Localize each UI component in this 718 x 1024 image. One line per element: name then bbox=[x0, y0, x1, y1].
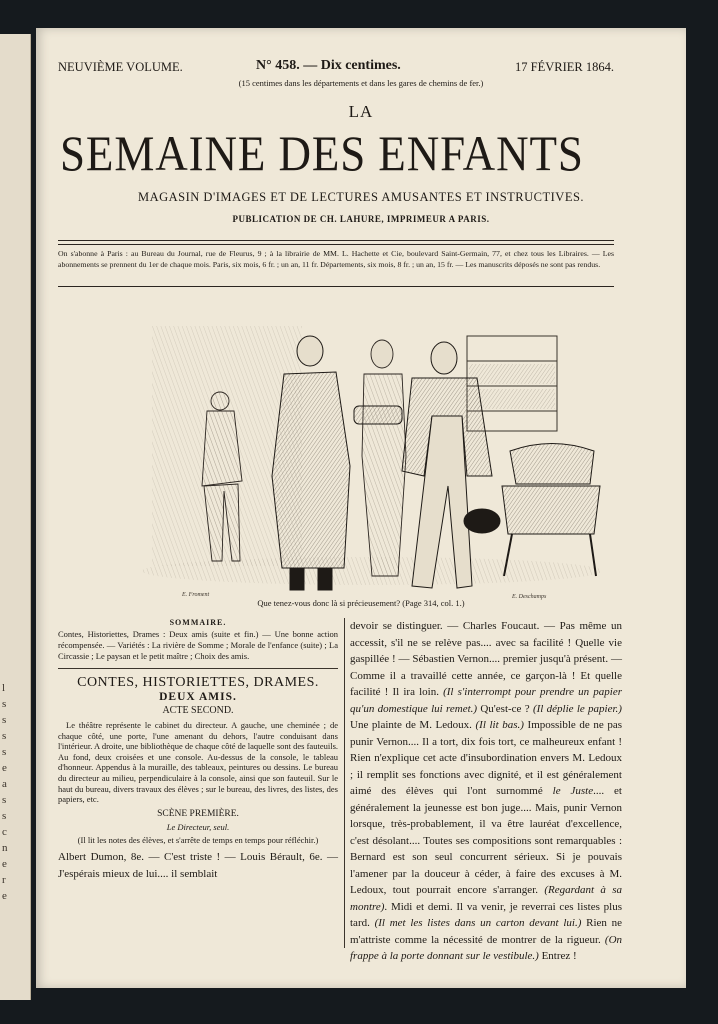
margin-letter: e bbox=[2, 858, 7, 870]
engraver-signature-right: E. Deschamps bbox=[512, 594, 547, 600]
margin-letter: e bbox=[2, 890, 7, 902]
story-segment: Rien ne m'attriste comme la nécessité de montrer de la rigueur. bbox=[350, 917, 622, 946]
story-segment: Une plainte de M. Ledoux. bbox=[350, 719, 472, 731]
left-column bbox=[58, 618, 338, 882]
engraver-signature-left: E. Froment bbox=[182, 592, 210, 598]
masthead-title: SEMAINE DES ENFANTS bbox=[60, 125, 584, 181]
stage-description: Le théâtre représente le cabinet du directeur. A gauche, une cheminée ; de chaque côté, une porte, l'une amenant du dehors, l'autre conduisant dans l'intérieur. A droite, une bibliothèque de chaque côté de laquelle sont des fauteuils. Au fond, deux croisées et une console. Au-dessus de la console, le tableau d'honneur. Appendus à la muraille, des tableaux, peintures ou dessins. Le bureau du directeur au milieu, perpendiculaire à la console, ainsi que son fauteuil. Sur le haut du bureau, divers travaux des élèves ; sur le bureau, des livres, des listes, des papiers, etc. bbox=[58, 720, 338, 805]
stage-direction-inline: (Regardant à sa montre) bbox=[350, 884, 622, 913]
story-segment: Impossible de ne pas punir Vernon.... Il a tort, dix fois tort, ce malheureux enfant ! Rien n'explique cet acte d'insubordination envers M. Ledoux ; il remplit ses fonctions avec dignité, et il est généralement aimé des élèves qui l'ont surnommé bbox=[350, 719, 623, 797]
publisher-line: PUBLICATION DE CH. LAHURE, IMPRIMEUR A PARIS. bbox=[232, 214, 490, 224]
divider bbox=[58, 286, 614, 287]
previous-page-edge bbox=[0, 34, 31, 1000]
margin-letter: l bbox=[2, 682, 6, 694]
stage-direction-inline: (Il déplie le papier.) bbox=[532, 702, 622, 715]
sommaire-heading: SOMMAIRE. bbox=[169, 618, 227, 627]
character-line: Le Directeur, seul. bbox=[166, 821, 230, 832]
story-text: Albert Dumon, 8e. — C'est triste ! — Louis Bérault, 6e. — J'espérais mieux de lui.... il semblait bbox=[58, 851, 338, 880]
margin-letter: s bbox=[2, 794, 7, 806]
volume-label: NEUVIÈME VOLUME. bbox=[58, 60, 183, 74]
margin-letter: e bbox=[2, 762, 7, 774]
section-title: CONTES, HISTORIETTES, DRAMES. bbox=[77, 675, 319, 690]
story-title: DEUX AMIS. bbox=[159, 691, 237, 703]
divider bbox=[58, 244, 614, 245]
margin-letter: a bbox=[2, 778, 7, 790]
issue-number: N° 458. — Dix centimes. bbox=[256, 58, 401, 73]
story-segment: Entrez ! bbox=[541, 950, 577, 962]
armchair bbox=[502, 444, 600, 577]
clerk-figure bbox=[362, 340, 406, 576]
column-divider bbox=[344, 618, 345, 948]
scene-title: SCÈNE PREMIÈRE. bbox=[157, 808, 239, 819]
director-figure bbox=[272, 336, 350, 590]
stage-direction: (Il lit les notes des élèves, et s'arrête de temps en temps pour réfléchir.) bbox=[77, 834, 319, 845]
price-note: (15 centimes dans les départements et dans les gares de chemins de fer.) bbox=[238, 78, 484, 88]
divider bbox=[58, 668, 338, 669]
margin-letter: s bbox=[2, 746, 7, 758]
margin-letter: s bbox=[2, 698, 7, 710]
story-segment: .... et généralement la jeunesse est bon juge.... Mais, punir Vernon lorsque, très-probablement, il va être lauréat d'excellence, c'est désolant.... Toutes ses compositions sont remarquables : Bernard est son seul concurrent sérieux. Si je pouvais l'amener par la douceur à céder, à faire des excuses à M. Ledoux, tout pourrait encore s'arranger. bbox=[350, 785, 622, 896]
story-segment: Qu'est-ce ? bbox=[480, 702, 530, 715]
subscription-info: On s'abonne à Paris : au Bureau du Journal, rue de Fleurus, 9 ; à la librairie de MM. L. Hachette et Cie, boulevard Saint-Germain, 77, et chez tous les Libraires. — Les abonnements se prennent du 1er de chaque mois. Paris, six mois, 6 fr. ; un an, 11 fr. Départements, six mois, 8 fr. ; un an, 15 fr. — Les manuscrits déposés ne sont pas rendus. bbox=[58, 249, 614, 269]
margin-letter: c bbox=[2, 826, 7, 838]
right-column bbox=[350, 618, 622, 965]
stage-direction-inline: (Il s'interrompt pour prendre un papier qu'un domestique lui remet.) bbox=[350, 686, 622, 715]
stage-direction-inline: (Il lit bas.) bbox=[475, 719, 524, 731]
masthead-subtitle: MAGASIN D'IMAGES ET DE LECTURES AMUSANTES ET INSTRUCTIVES. bbox=[137, 190, 585, 204]
story-text bbox=[350, 618, 622, 965]
engraving-illustration bbox=[132, 306, 616, 602]
issue-date: 17 FÉVRIER 1864. bbox=[515, 60, 614, 74]
margin-letter: r bbox=[2, 874, 6, 886]
act-title: ACTE SECOND. bbox=[162, 705, 234, 716]
nickname: le Juste bbox=[552, 785, 594, 797]
stage-direction-inline: (On frappe à la porte donnant sur le vestibule.) bbox=[350, 933, 623, 962]
illustration-caption: Que tenez-vous donc là si précieusement? (Page 314, col. 1.) bbox=[257, 598, 465, 608]
margin-letter: s bbox=[2, 714, 7, 726]
divider bbox=[58, 240, 614, 241]
margin-letter: n bbox=[2, 842, 8, 854]
stage-direction-inline: (Il met les listes dans un carton devant lui.) bbox=[374, 917, 582, 929]
story-segment: . Midi et demi. Il va venir, je reverrai ces listes plus tard. bbox=[350, 900, 622, 929]
story-segment: devoir se distinguer. — Charles Foucaut. — Pas même un accessit, s'il ne se relève pas.... avec sa facilité ! Quelle vie gaspillée ! — Sébastien Vernon.... premier jusqu'à présent. — Comme il a travaillé cette année, ce garçon-là ! Et quelle facilité ! Il ira loin. bbox=[350, 620, 622, 698]
margin-letter: s bbox=[2, 810, 7, 822]
newspaper-page bbox=[36, 28, 686, 988]
margin-letter: s bbox=[2, 730, 7, 742]
sommaire-text: Contes, Historiettes, Drames : Deux amis (suite et fin.) — Une bonne action récompensée. — Variétés : La rivière de Somme ; Morale de l'enfance (suite) ; La Circassie ; Le paysan et le petit maître ; Choix des amis. bbox=[58, 629, 338, 661]
masthead-article: LA bbox=[348, 102, 374, 121]
